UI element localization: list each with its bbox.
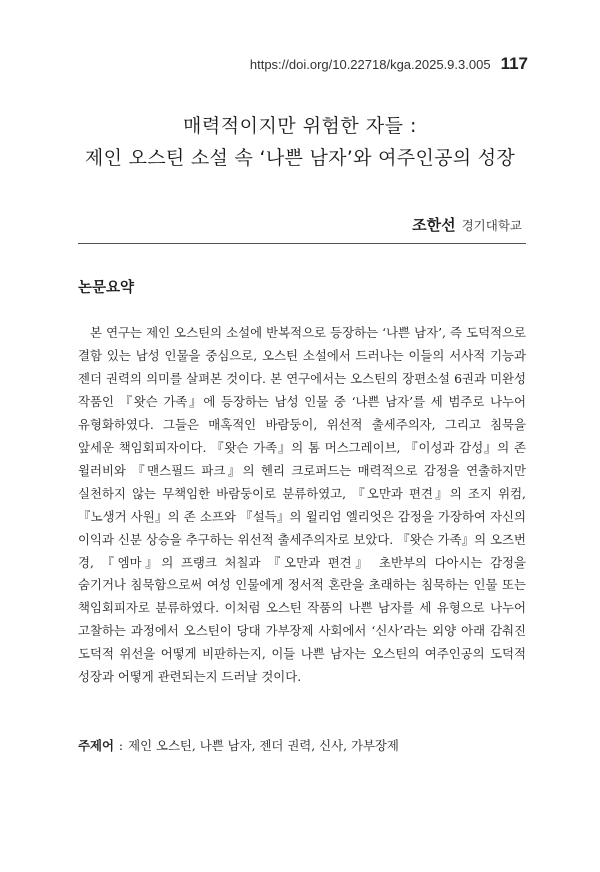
page-number: 117 (500, 54, 528, 73)
keywords-list: 제인 오스틴, 나쁜 남자, 젠더 권력, 신사, 가부장제 (128, 738, 399, 753)
author-affiliation: 경기대학교 (461, 218, 522, 233)
page-header (250, 54, 528, 74)
keywords-separator: : (118, 738, 124, 753)
author-line (412, 214, 522, 235)
header-divider (78, 243, 526, 244)
paper-title: 매력적이지만 위험한 자들 : (183, 115, 417, 137)
keywords-line (78, 736, 526, 756)
title-block (0, 113, 600, 171)
abstract-heading: 논문요약 (78, 280, 135, 296)
author-name: 조한선 (412, 216, 456, 234)
abstract-body: 본 연구는 제인 오스틴의 소설에 반복적으로 등장하는 ‘나쁜 남자’, 즉 도덕적으로 결함 있는 남성 인물을 중심으로, 오스틴 소설에서 드러나는 이들의 서사적 기능과 젠더 권력의 의미를 살펴본 것이다. 본 연구에서는 오스틴의 장편소설 6권과 미완성 작품인 『왓슨 가족』에 등장하는 남성 인물 중 ‘나쁜 남자’를 세 범주로 나누어 유형화하였다. 그들은 매혹적인 바람둥이, 위선적 출세주의자, 그리고 침묵을 앞세운 책임회피자이다. 『왓슨 가족』의 톰 머스그레이브, 『이성과 감성』의 존 윌러비와 『맨스필드 파크』의 헨리 크로퍼드는 매력적으로 감정을 연출하지만 실천하지 않는 무책임한 바람둥이로 분류하였고, 『오만과 편견』의 조지 위컴, 『노생거 사원』의 존 소프와 『설득』의 윌리엄 엘리엇은 감정을 가장하여 자신의 이익과 신분 상승을 추구하는 위선적 출세주의자로 보았다. 『왓슨 가족』의 오즈번 경, 『엠마』의 프랭크 처칠과 『오만과 편견』 초반부의 다아시는 감정을 숨기거나 침묵함으로써 여성 인물에게 정서적 혼란을 초래하는 침묵하는 인물 또는 책임회피자로 분류하였다. 이처럼 오스틴 작품의 나쁜 남자를 세 유형으로 나누어 고찰하는 과정에서 오스틴이 당대 가부장제 사회에서 ‘신사’라는 외양 아래 감춰진 도덕적 위선을 어떻게 비판하는지, 이들 나쁜 남자는 오스틴의 여주인공의 도덕적 성장과 어떻게 관련되는지 드러날 것이다. (78, 325, 526, 685)
paper-subtitle: 제인 오스틴 소설 속 ‘나쁜 남자’와 여주인공의 성장 (84, 147, 516, 169)
doi-link[interactable]: https://doi.org/10.22718/kga.2025.9.3.005 (249, 57, 491, 72)
keywords-label: 주제어 (78, 738, 114, 753)
